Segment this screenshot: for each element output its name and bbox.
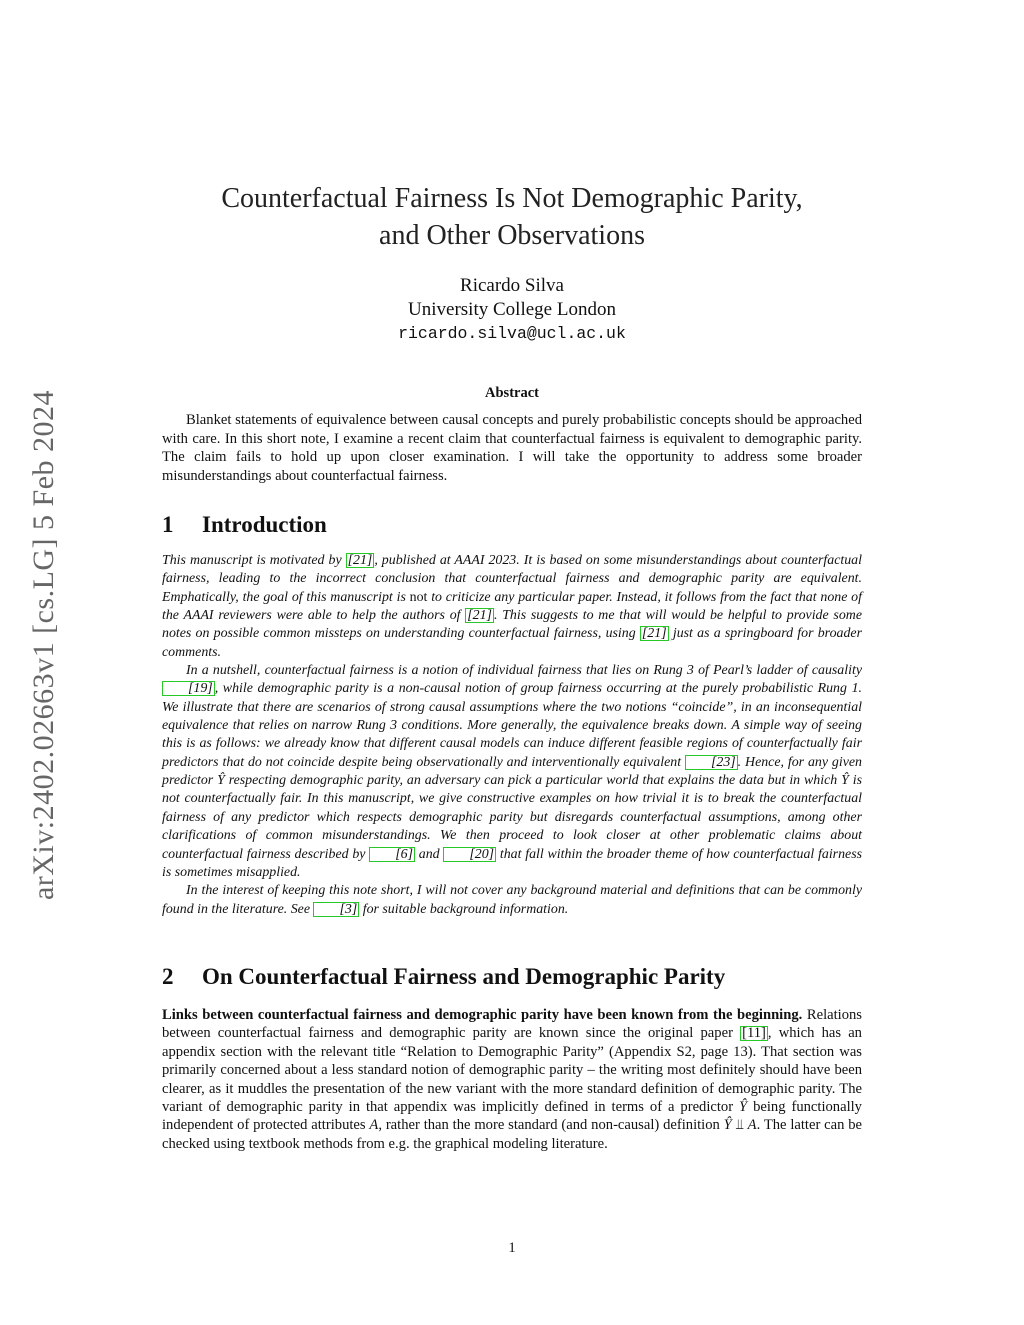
- title-line-1: Counterfactual Fairness Is Not Demographic Parity,: [221, 183, 803, 214]
- intro-paragraph-1: This manuscript is motivated by [21] , published at AAAI 2023. It is based on some misunderstandings about counterfactual fairness, leading to the incorrect conclusion that counterfactual fairness and demographic parity are equivalent. Emphatically, the goal of this manuscript is not to criticize any particular paper. Instead, it follows from the fact that none of the AAAI reviewers were able to help the authors of [21] . This suggests to me that will would be helpful to provide some notes on possible common missteps on understanding counterfactual fairness, using [21] just as a springboard for broader comments.: [162, 553, 862, 660]
- author-block: [162, 274, 862, 346]
- section-1-body: [162, 552, 862, 919]
- intro-paragraph-3: In the interest of keeping this note short, I will not cover any background material and definitions that can be commonly found in the literature. See [3] for suitable background information.: [162, 883, 862, 917]
- section-2-heading: [162, 964, 862, 990]
- variable-a: A: [369, 1117, 379, 1134]
- citation-link[interactable]: [21]: [641, 626, 667, 642]
- arxiv-side-identifier: [24, 360, 64, 930]
- citation-link[interactable]: [20]: [443, 847, 496, 862]
- arxiv-identifier-text: arXiv:2402.02663v1 [cs.LG] 5 Feb 2024: [27, 389, 60, 901]
- y-hat-symbol: Ŷ: [841, 773, 849, 789]
- independence-symbol: ⫫: [731, 1117, 748, 1134]
- section-1-title: Introduction: [202, 512, 327, 537]
- variable-a: A: [747, 1117, 757, 1134]
- y-hat-symbol: Ŷ: [723, 1117, 732, 1134]
- section-1-heading: [162, 512, 862, 538]
- section-1-number: 1: [162, 512, 174, 537]
- y-hat-symbol: Ŷ: [217, 773, 225, 789]
- paragraph-lead-heading: Links between counterfactual fairness and demographic parity have been known from the beginning.: [162, 1007, 803, 1023]
- author-affiliation: University College London: [408, 299, 616, 320]
- citation-link[interactable]: [11]: [742, 1025, 766, 1042]
- citation-link[interactable]: [21]: [467, 608, 492, 624]
- citation-link[interactable]: [6]: [369, 847, 415, 862]
- citation-link[interactable]: [19]: [162, 681, 215, 696]
- citation-link[interactable]: [21]: [347, 553, 373, 568]
- abstract-heading: Abstract: [485, 385, 539, 401]
- citation-link[interactable]: [3]: [313, 902, 359, 917]
- section-2-title: On Counterfactual Fairness and Demographic Parity: [202, 964, 726, 989]
- page-number: 1: [508, 1240, 516, 1256]
- paper-title: [162, 180, 862, 254]
- emphasis-not: not: [409, 589, 428, 605]
- y-hat-symbol: Ŷ: [739, 1099, 748, 1116]
- intro-paragraph-2: In a nutshell, counterfactual fairness is a notion of individual fairness that lies on Rung 3 of Pearl’s ladder of causality [19] , while demographic parity is a non-causal notion of group fairness occurring at the purely probabilistic Rung 1. We illustrate that there are scenarios of strong causal assumptions where the two notions “coincide”, in an inconsequential equivalence that relies on narrow Rung 3 conditions. More generally, the equivalence breaks down. A simple way of seeing this is as follows: we already know that different causal models can induce different feasible regions of counterfactually fair predictors that do not coincide despite being observationally and interventionally equivalent [23] . Hence, for any given predictor Ŷ respecting demographic parity, an adversary can pick a particular world that explains the data but in which Ŷ is not counterfactually fair. In this manuscript, we give constructive examples on how trivial it is to break the counterfactual fairness of any predictor which respects demographic parity but disregards counterfactual assumptions, among other clarifications of common misunderstandings. We then proceed to look closer at other problematic claims about counterfactual fairness described by [6] and [20] that fall within the broader theme of how counterfactual fairness is sometimes misapplied.: [162, 663, 863, 880]
- section-2-number: 2: [162, 964, 174, 989]
- citation-link[interactable]: [23]: [685, 755, 738, 770]
- author-email: ricardo.silva@ucl.ac.uk: [398, 324, 626, 343]
- title-line-2: and Other Observations: [379, 220, 645, 251]
- author-name: Ricardo Silva: [460, 275, 564, 296]
- section-2-paragraph: Links between counterfactual fairness and demographic parity have been known from the beginning. Relations between counterfactual fairness and demographic parity are known since the original paper [11] , which has an appendix section with the relevant title “Relation to Demographic Parity” (Appendix S2, page 13). That section was primarily concerned about a less standard notion of demographic parity – the writing most definitely should have been clearer, as it muddles the presentation of the new variant with the more standard definition of demographic parity. The variant of demographic parity in that appendix was implicitly defined in terms of a predictor Ŷ being functionally independent of protected attributes A, rather than the more standard (and non-causal) definition Ŷ ⫫ A. The latter can be checked using textbook methods from e.g. the graphical modeling literature.: [162, 1007, 863, 1152]
- abstract-text: Blanket statements of equivalence between causal concepts and purely probabilistic concepts should be approached with care. In this short note, I examine a recent claim that counterfactual fairness is equivalent to demographic parity. The claim fails to hold up upon closer examination. I will take the opportunity to address some broader misunderstandings about counterfactual fairness.: [162, 412, 862, 484]
